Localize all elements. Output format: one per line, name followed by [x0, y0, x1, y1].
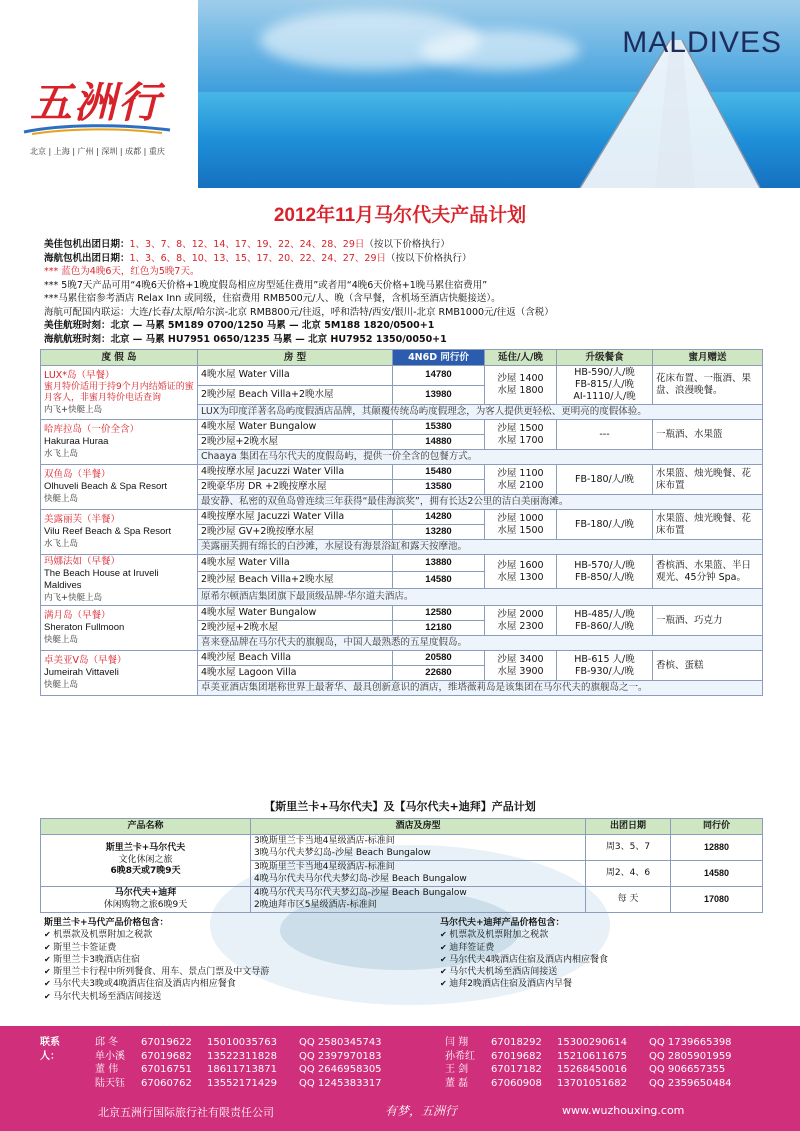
contact-phone: 67018292 [491, 1037, 542, 1048]
meal-line: HB-590/人/晚 [574, 367, 635, 378]
room-price: 15380 [393, 420, 485, 435]
transfer-method: 内飞+快艇上岛 [44, 593, 103, 603]
header-meals: 升级餐食 [557, 350, 653, 366]
includes-item: ✔ 马尔代夫3晚或4晚酒店住宿及酒店内相应餐食 [44, 978, 404, 990]
room-price: 14880 [393, 435, 485, 450]
resort-description: 美露丽芙拥有绵长的白沙滩，水屋设有海景浴缸和露天按摩池。 [198, 540, 763, 555]
contact-label: 联系人： [40, 1037, 60, 1062]
meal-line: FB-180/人/晚 [575, 473, 634, 485]
destination-title: MALDIVES [622, 26, 782, 59]
header-resort: 度 假 岛 [41, 350, 198, 366]
meal-upgrade [557, 606, 653, 636]
header-extension: 延住/人/晚 [485, 350, 557, 366]
includes-heading: 斯里兰卡+马代产品价格包含： [44, 918, 169, 928]
contact-qq: QQ 906657355 [649, 1064, 726, 1075]
room-price: 13880 [393, 555, 485, 572]
page-title: 2012年11月马尔代夫产品计划 [273, 205, 527, 226]
contact-mobile: 13522311828 [207, 1050, 277, 1062]
note-line: *** 蓝色为4晚6天，红色为5晚7天。 [44, 266, 200, 277]
room-type: 2晚沙屋 Beach Villa+2晚水屋 [198, 572, 393, 589]
honeymoon-gift: 香槟酒、水果篮、半日观光、45分钟 Spa。 [653, 555, 763, 589]
company-name: 北京五洲行国际旅行社有限责任公司 [98, 1106, 274, 1119]
extension-line: 水屋 1500 [497, 524, 544, 536]
contact-name: 邱 冬 [95, 1037, 119, 1048]
contact-mobile: 15268450016 [557, 1064, 627, 1075]
contact-name: 闫 翔 [445, 1037, 469, 1048]
combo-price: 17080 [671, 887, 763, 913]
table-row [41, 606, 763, 621]
extension-price [485, 366, 557, 405]
room-type: 4晚按摩水屋 Jacuzzi Water Villa [198, 465, 393, 480]
resort-name-cn: 美露丽芙（半餐） [44, 514, 121, 525]
resort-price-table [40, 349, 763, 696]
resort-name-cell [41, 465, 198, 510]
resort-name-cell [41, 366, 198, 420]
resort-name-cn: LUX*岛（早餐） [44, 369, 115, 381]
contact-mobile: 15010035763 [207, 1037, 277, 1048]
extension-price [485, 651, 557, 681]
contact-qq: QQ 2397970183 [299, 1050, 382, 1062]
departure-note: （按以下价格执行） [364, 239, 450, 250]
contact-phone: 67019682 [491, 1050, 542, 1062]
combo-hotel-line: 4晚马尔代夫马尔代夫梦幻岛-沙屋 Beach Bungalow [254, 888, 467, 898]
transfer-method: 水飞上岛 [44, 539, 79, 549]
resort-name-cell [41, 420, 198, 465]
transfer-method: 内飞+快艇上岛 [44, 404, 103, 415]
room-type: 2晚沙屋+2晚水屋 [198, 435, 393, 450]
contact-mobile: 15210611675 [557, 1050, 627, 1062]
honeymoon-gift: 水果篮、烛光晚餐、花床布置 [653, 510, 763, 540]
meal-upgrade [557, 510, 653, 540]
resort-name-cell [41, 651, 198, 696]
room-price: 13980 [393, 385, 485, 405]
header-room: 房 型 [198, 350, 393, 366]
extension-line: 沙屋 2000 [497, 608, 544, 620]
meal-line: FB-815/人/晚 [575, 379, 634, 390]
room-type: 2晚豪华房 DR +2晚按摩水屋 [198, 480, 393, 495]
combo-price: 12880 [671, 835, 763, 861]
resort-name-cn: 玛娜法如（早餐） [44, 556, 121, 567]
extension-line: 水屋 2300 [497, 620, 544, 632]
resort-description: LUX为印度洋著名岛屿度假酒店品牌，其颠覆传统岛屿度假理念，为客人提供更轻松、更明亮的度假体验。 [198, 405, 763, 420]
room-type: 2晚沙屋+2晚水屋 [198, 621, 393, 636]
extension-line: 沙屋 1600 [497, 559, 544, 571]
contact-name: 孙希红 [445, 1050, 475, 1062]
extension-price [485, 465, 557, 495]
resort-name-cn: 哈库拉岛（一价全含） [44, 424, 140, 435]
resort-description: 原希尔顿酒店集团旗下最顶级品牌-华尔道夫酒店。 [198, 589, 763, 606]
combo-price-table [40, 818, 763, 913]
contact-phone: 67019622 [141, 1037, 192, 1048]
combo-header-name: 产品名称 [41, 819, 251, 835]
combo-hotel-cell [251, 887, 586, 913]
combo-section-title: 【斯里兰卡+马尔代夫】及【马尔代夫+迪拜】产品计划 [264, 800, 536, 813]
meal-upgrade [557, 366, 653, 405]
includes-item: ✔ 机票款及机票附加之税款 [440, 929, 770, 941]
includes-item: ✔ 机票款及机票附加之税款 [44, 929, 404, 941]
includes-item: ✔ 马尔代夫4晚酒店住宿及酒店内相应餐食 [440, 954, 770, 966]
transfer-method: 快艇上岛 [44, 680, 79, 690]
honeymoon-gift: 香槟、蛋糕 [653, 651, 763, 681]
flight-time: 海航航班时刻：北京 — 马累 HU7951 0650/1235 马累 — 北京 HU7952 1350/0050+1 [44, 333, 447, 345]
meal-line: FB-860/人/晚 [575, 620, 634, 632]
meal-line: FB-930/人/晚 [575, 665, 634, 677]
combo-product-name [41, 887, 251, 913]
header-gifts: 蜜月赠送 [653, 350, 763, 366]
includes-item: ✔ 迪拜2晚酒店住宿及酒店内早餐 [440, 978, 770, 990]
departure-dates: 1、3、6、8、10、13、15、17、20、22、24、27、29日 [129, 252, 386, 264]
room-price: 12580 [393, 606, 485, 621]
room-price: 13580 [393, 480, 485, 495]
resort-name-cn: 卓美亚V岛（早餐） [44, 655, 127, 666]
room-price: 12180 [393, 621, 485, 636]
combo-header-hotel: 酒店及房型 [251, 819, 586, 835]
resort-name-en: The Beach House at Iruveli Maldives [44, 568, 159, 591]
combo-hotel-cell [251, 861, 586, 887]
meal-line: AI-1110/人/晚 [573, 391, 636, 402]
flight-time: 美佳航班时刻：北京 — 马累 5M189 0700/1250 马累 — 北京 5M188 1820/0500+1 [44, 320, 435, 331]
room-price: 22680 [393, 666, 485, 681]
includes-item: ✔ 斯里兰卡签证费 [44, 942, 404, 954]
extension-price [485, 510, 557, 540]
room-type: 4晚水屋 Water Bungalow [198, 606, 393, 621]
combo-hotel-line: 4晚马尔代夫马尔代夫梦幻岛-沙屋 Beach Bungalow [254, 873, 467, 884]
room-type: 4晚水屋 Water Villa [198, 555, 393, 572]
room-price: 14780 [393, 366, 485, 386]
combo-date: 每 天 [586, 887, 671, 913]
room-type: 4晚按摩水屋 Jacuzzi Water Villa [198, 510, 393, 525]
logo-panel [0, 0, 198, 188]
extension-line: 沙屋 1000 [497, 512, 544, 524]
includes-right [440, 918, 770, 991]
table-row [41, 555, 763, 572]
meal-line: HB-570/人/晚 [574, 559, 635, 571]
includes-item: ✔ 斯里兰卡行程中所列餐食、用车、景点门票及中文导游 [44, 966, 404, 978]
contact-phone: 67017182 [491, 1064, 542, 1075]
contact-name: 董 伟 [95, 1064, 119, 1075]
combo-name-line: 休闲购物之旅6晚9天 [103, 899, 188, 910]
extension-line: 沙屋 3400 [497, 653, 544, 665]
meal-line: HB-615 人/晚 [574, 653, 635, 665]
transfer-method: 快艇上岛 [44, 494, 79, 504]
contact-row [445, 1050, 732, 1064]
resort-description: 最安静、私密的双鱼岛曾连续三年获得“最佳海滨奖”，拥有长达2公里的洁白美丽海滩。 [198, 495, 763, 510]
meal-upgrade [557, 651, 653, 681]
departure-info [44, 238, 764, 346]
room-price: 20580 [393, 651, 485, 666]
departure-row [44, 238, 764, 252]
combo-name-line: 6晚8天或7晚9天 [110, 866, 181, 877]
table-header-row [41, 350, 763, 366]
room-type: 2晚沙屋 Beach Villa+2晚水屋 [198, 385, 393, 405]
table-row [41, 465, 763, 480]
contact-phone: 67060762 [141, 1077, 192, 1089]
table-row [41, 651, 763, 666]
combo-name-line: 斯里兰卡+马尔代夫 [105, 843, 186, 854]
resort-name-en: Jumeirah Vittaveli [44, 667, 119, 678]
honeymoon-gift: 花床布置、一瓶酒、果盘、浪漫晚餐。 [653, 366, 763, 405]
extension-line: 水屋 1700 [497, 434, 544, 446]
departure-label: 美佳包机出团日期： [44, 239, 130, 250]
honeymoon-special-note: 蜜月特价适用于持9个月内结婚证的蜜月客人，非蜜月特价电话查询 [44, 381, 194, 403]
room-type: 4晚水屋 Water Villa [198, 366, 393, 386]
extension-line: 水屋 2100 [497, 479, 544, 491]
room-price: 13280 [393, 525, 485, 540]
resort-description: 喜来登品牌在马尔代夫的旗舰岛，中国人最熟悉的五星度假岛。 [198, 636, 763, 651]
contact-mobile: 13701051682 [557, 1077, 627, 1089]
includes-heading: 马尔代夫+迪拜产品价格包含： [440, 918, 565, 928]
meal-line: FB-850/人/晚 [575, 571, 634, 583]
combo-product-name [41, 835, 251, 887]
combo-hotel-line: 3晚斯里兰卡当地4星级酒店-标准间 [254, 862, 395, 872]
table-row [41, 366, 763, 386]
pier-image [520, 40, 800, 188]
contact-row [445, 1063, 725, 1077]
extension-price [485, 420, 557, 450]
resort-description: 卓美亚酒店集团堪称世界上最奢华、最具创新意识的酒店，维塔薇莉岛是该集团在马尔代夫的旗舰岛之一。 [198, 681, 763, 696]
departure-dates: 1、3、7、8、12、14、17、19、22、24、28、29日 [129, 239, 365, 250]
combo-hotel-line: 3晚马尔代夫梦幻岛-沙屋 Beach Bungalow [254, 847, 431, 858]
contact-row [95, 1063, 382, 1077]
contact-mobile: 13552171429 [207, 1077, 277, 1089]
meal-upgrade [557, 465, 653, 495]
contact-qq: QQ 2359650484 [649, 1077, 732, 1089]
resort-name-en: Hakuraa Huraa [44, 436, 109, 447]
slogan: 有梦，五洲行 [385, 1104, 458, 1118]
room-price: 15480 [393, 465, 485, 480]
logo-swoosh-icon [22, 122, 172, 136]
meal-upgrade [557, 420, 653, 450]
meal-upgrade [557, 555, 653, 589]
contact-qq: QQ 2580345743 [299, 1037, 382, 1048]
includes-item: ✔ 斯里兰卡3晚酒店住宿 [44, 954, 404, 966]
resort-name-cell [41, 555, 198, 606]
contact-mobile: 15300290614 [557, 1037, 627, 1048]
room-price: 14580 [393, 572, 485, 589]
combo-date: 周3、5、7 [586, 835, 671, 861]
note-line: *** 5晚7天产品可用“4晚6天价格+1晚度假岛相应房型延住费用”或者用“4晚6天价格+1晚马累住宿费用” [44, 279, 488, 291]
contact-name: 董 磊 [445, 1077, 469, 1089]
includes-item: ✔ 迪拜签证费 [440, 942, 770, 954]
resort-name-en: Olhuveli Beach & Spa Resort [44, 481, 168, 492]
contact-name: 王 剑 [445, 1064, 469, 1075]
contact-phone: 67019682 [141, 1050, 192, 1062]
room-type: 4晚水屋 Lagoon Villa [198, 666, 393, 681]
resort-description: Chaaya 集团在马尔代夫的度假岛屿，提供一价全含的包餐方式。 [198, 450, 763, 465]
combo-name-line: 马尔代夫+迪拜 [114, 888, 177, 898]
resort-name-en: Vilu Reef Beach & Spa Resort [44, 526, 172, 537]
extension-price [485, 555, 557, 589]
combo-row [41, 887, 763, 913]
combo-name-line: 文化休闲之旅 [118, 854, 173, 865]
room-type: 4晚沙屋 Beach Villa [198, 651, 393, 666]
departure-label: 海航包机出团日期： [44, 252, 130, 264]
includes-item: ✔ 马尔代夫机场至酒店间接送 [44, 991, 404, 1003]
honeymoon-gift: 一瓶酒、巧克力 [653, 606, 763, 636]
combo-hotel-line: 2晚迪拜市区5星级酒店-标准间 [254, 899, 377, 910]
combo-hotel-line: 3晚斯里兰卡当地4星级酒店-标准间 [254, 836, 395, 846]
honeymoon-gift: 水果篮、烛光晚餐、花床布置 [653, 465, 763, 495]
departure-note: （按以下价格执行） [386, 252, 472, 264]
table-row [41, 510, 763, 525]
contact-row [95, 1077, 382, 1091]
combo-header-row [41, 819, 763, 835]
contact-row [95, 1050, 382, 1064]
contact-name: 陆天钰 [95, 1077, 125, 1089]
meal-line: HB-485/人/晚 [574, 608, 635, 620]
combo-date: 周2、4、6 [586, 861, 671, 887]
resort-name-en: Sheraton Fullmoon [44, 622, 125, 633]
contact-phone: 67016751 [141, 1064, 192, 1075]
transfer-method: 快艇上岛 [44, 635, 79, 645]
room-type: 2晚沙屋 GV+2晚按摩水屋 [198, 525, 393, 540]
room-type: 4晚水屋 Water Bungalow [198, 420, 393, 435]
contact-mobile: 18611713871 [207, 1064, 277, 1075]
header-price: 4N6D 同行价 [393, 350, 485, 366]
combo-header-price: 同行价 [671, 819, 763, 835]
note-line: ***马累住宿参考酒店 Relax Inn 或同级，住宿费用 RMB500元/人、晚（含早餐，含机场至酒店快艇接送）。 [44, 293, 501, 304]
contact-phone: 67060908 [491, 1077, 542, 1089]
resort-name-cell [41, 606, 198, 651]
transfer-method: 水飞上岛 [44, 449, 79, 459]
departure-row [44, 252, 764, 266]
contact-row [445, 1077, 732, 1091]
table-row [41, 420, 763, 435]
extension-line: 沙屋 1100 [497, 467, 544, 479]
contact-name: 单小溪 [95, 1050, 125, 1062]
includes-item: ✔ 马尔代夫机场至酒店间接送 [440, 966, 770, 978]
combo-header-date: 出团日期 [586, 819, 671, 835]
contact-qq: QQ 2805901959 [649, 1050, 732, 1062]
honeymoon-gift: 一瓶酒、水果篮 [653, 420, 763, 450]
website-link[interactable]: www.wuzhouxing.com [562, 1104, 685, 1117]
combo-price: 14580 [671, 861, 763, 887]
contact-qq: QQ 1739665398 [649, 1037, 732, 1048]
contact-qq: QQ 2646958305 [299, 1064, 382, 1075]
office-cities: 北京 | 上海 | 广州 | 深圳 | 成都 | 重庆 [30, 147, 165, 156]
contact-row [95, 1036, 382, 1050]
meal-line: FB-180/人/晚 [575, 518, 634, 530]
combo-hotel-cell [251, 835, 586, 861]
extension-line: 沙屋 1400 [497, 373, 544, 384]
brand-logo: 五洲行 [30, 78, 163, 127]
extension-line: 水屋 1800 [497, 385, 544, 396]
includes-left [44, 918, 404, 1003]
extension-line: 水屋 3900 [497, 665, 544, 677]
contact-row [445, 1036, 732, 1050]
extension-line: 沙屋 1500 [497, 422, 544, 434]
combo-row [41, 835, 763, 861]
meal-line: --- [599, 428, 610, 440]
footer [0, 1026, 800, 1131]
room-price: 14280 [393, 510, 485, 525]
resort-name-cell [41, 510, 198, 555]
note-line: 海航可配国内联运：大连/长春/太原/哈尔滨-北京 RMB800元/往返，呼和浩特/西安/银川-北京 RMB1000元/往返（含税） [44, 306, 554, 318]
contact-qq: QQ 1245383317 [299, 1077, 382, 1089]
extension-line: 水屋 1300 [497, 571, 544, 583]
resort-name-cn: 满月岛（早餐） [44, 610, 111, 621]
resort-name-cn: 双鱼岛（半餐） [44, 469, 111, 480]
extension-price [485, 606, 557, 636]
